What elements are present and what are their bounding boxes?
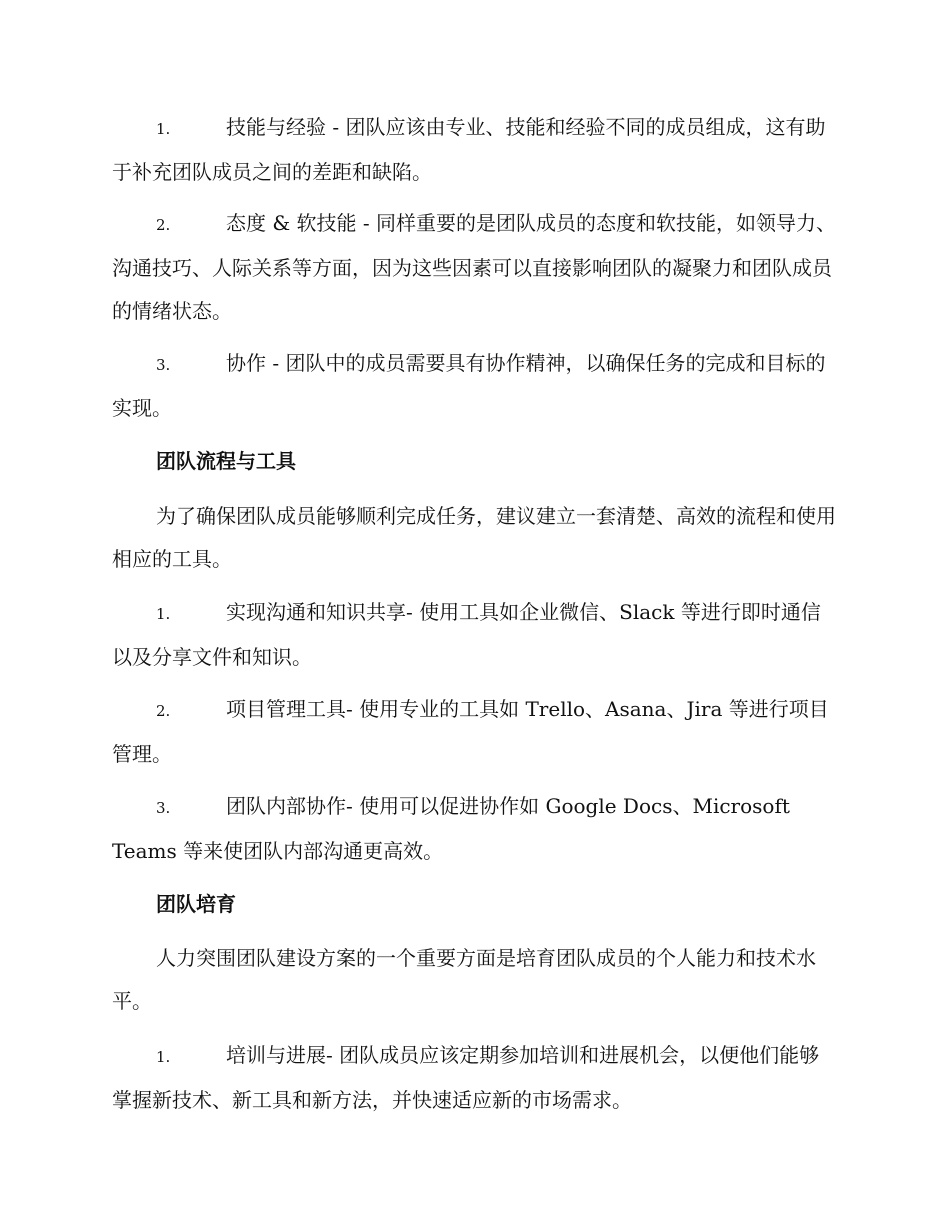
list-item — [112, 202, 838, 333]
list-text: 实现沟通和知识共享- 使用工具如企业微信、Slack 等进行即时通信以及分享文件和知识。 — [112, 600, 821, 669]
list-text: 协作 - 团队中的成员需要具有协作精神，以确保任务的完成和目标的实现。 — [112, 351, 826, 420]
list-number: 2. — [156, 216, 171, 234]
list-item — [112, 591, 838, 679]
list-item — [112, 785, 838, 873]
paragraph-text: 人力突围团队建设方案的一个重要方面是培育团队成员的个人能力和技术水平。 — [112, 946, 816, 1013]
list-item — [112, 688, 838, 776]
list-number: 1. — [156, 605, 171, 623]
list-item — [112, 106, 838, 194]
list-text: 项目管理工具- 使用专业的工具如 Trello、Asana、Jira 等进行项目管理。 — [112, 697, 829, 766]
section-heading-process-tools: 团队流程与工具 — [156, 449, 296, 473]
section-intro-paragraph — [112, 495, 838, 581]
section-intro-paragraph — [112, 937, 838, 1023]
list-item — [112, 1034, 838, 1122]
paragraph-text: 为了确保团队成员能够顺利完成任务，建议建立一套清楚、高效的流程和使用相应的工具。 — [112, 504, 836, 571]
list-number: 2. — [156, 702, 171, 720]
list-text: 态度 & 软技能 - 同样重要的是团队成员的态度和软技能，如领导力、沟通技巧、人际关系等方面，因为这些因素可以直接影响团队的凝聚力和团队成员的情绪状态。 — [112, 211, 836, 323]
section-heading-team-cultivation: 团队培育 — [156, 892, 236, 916]
list-number: 3. — [156, 799, 171, 817]
list-number: 1. — [156, 120, 171, 138]
list-item — [112, 342, 838, 430]
list-text: 技能与经验 - 团队应该由专业、技能和经验不同的成员组成，这有助于补充团队成员之间的差距和缺陷。 — [112, 115, 826, 184]
list-text: 团队内部协作- 使用可以促进协作如 Google Docs、Microsoft Teams 等来使团队内部沟通更高效。 — [112, 794, 790, 863]
list-number: 3. — [156, 356, 171, 374]
list-text: 培训与进展- 团队成员应该定期参加培训和进展机会，以便他们能够掌握新技术、新工具和新方法，并快速适应新的市场需求。 — [112, 1043, 820, 1112]
list-number: 1. — [156, 1048, 171, 1066]
